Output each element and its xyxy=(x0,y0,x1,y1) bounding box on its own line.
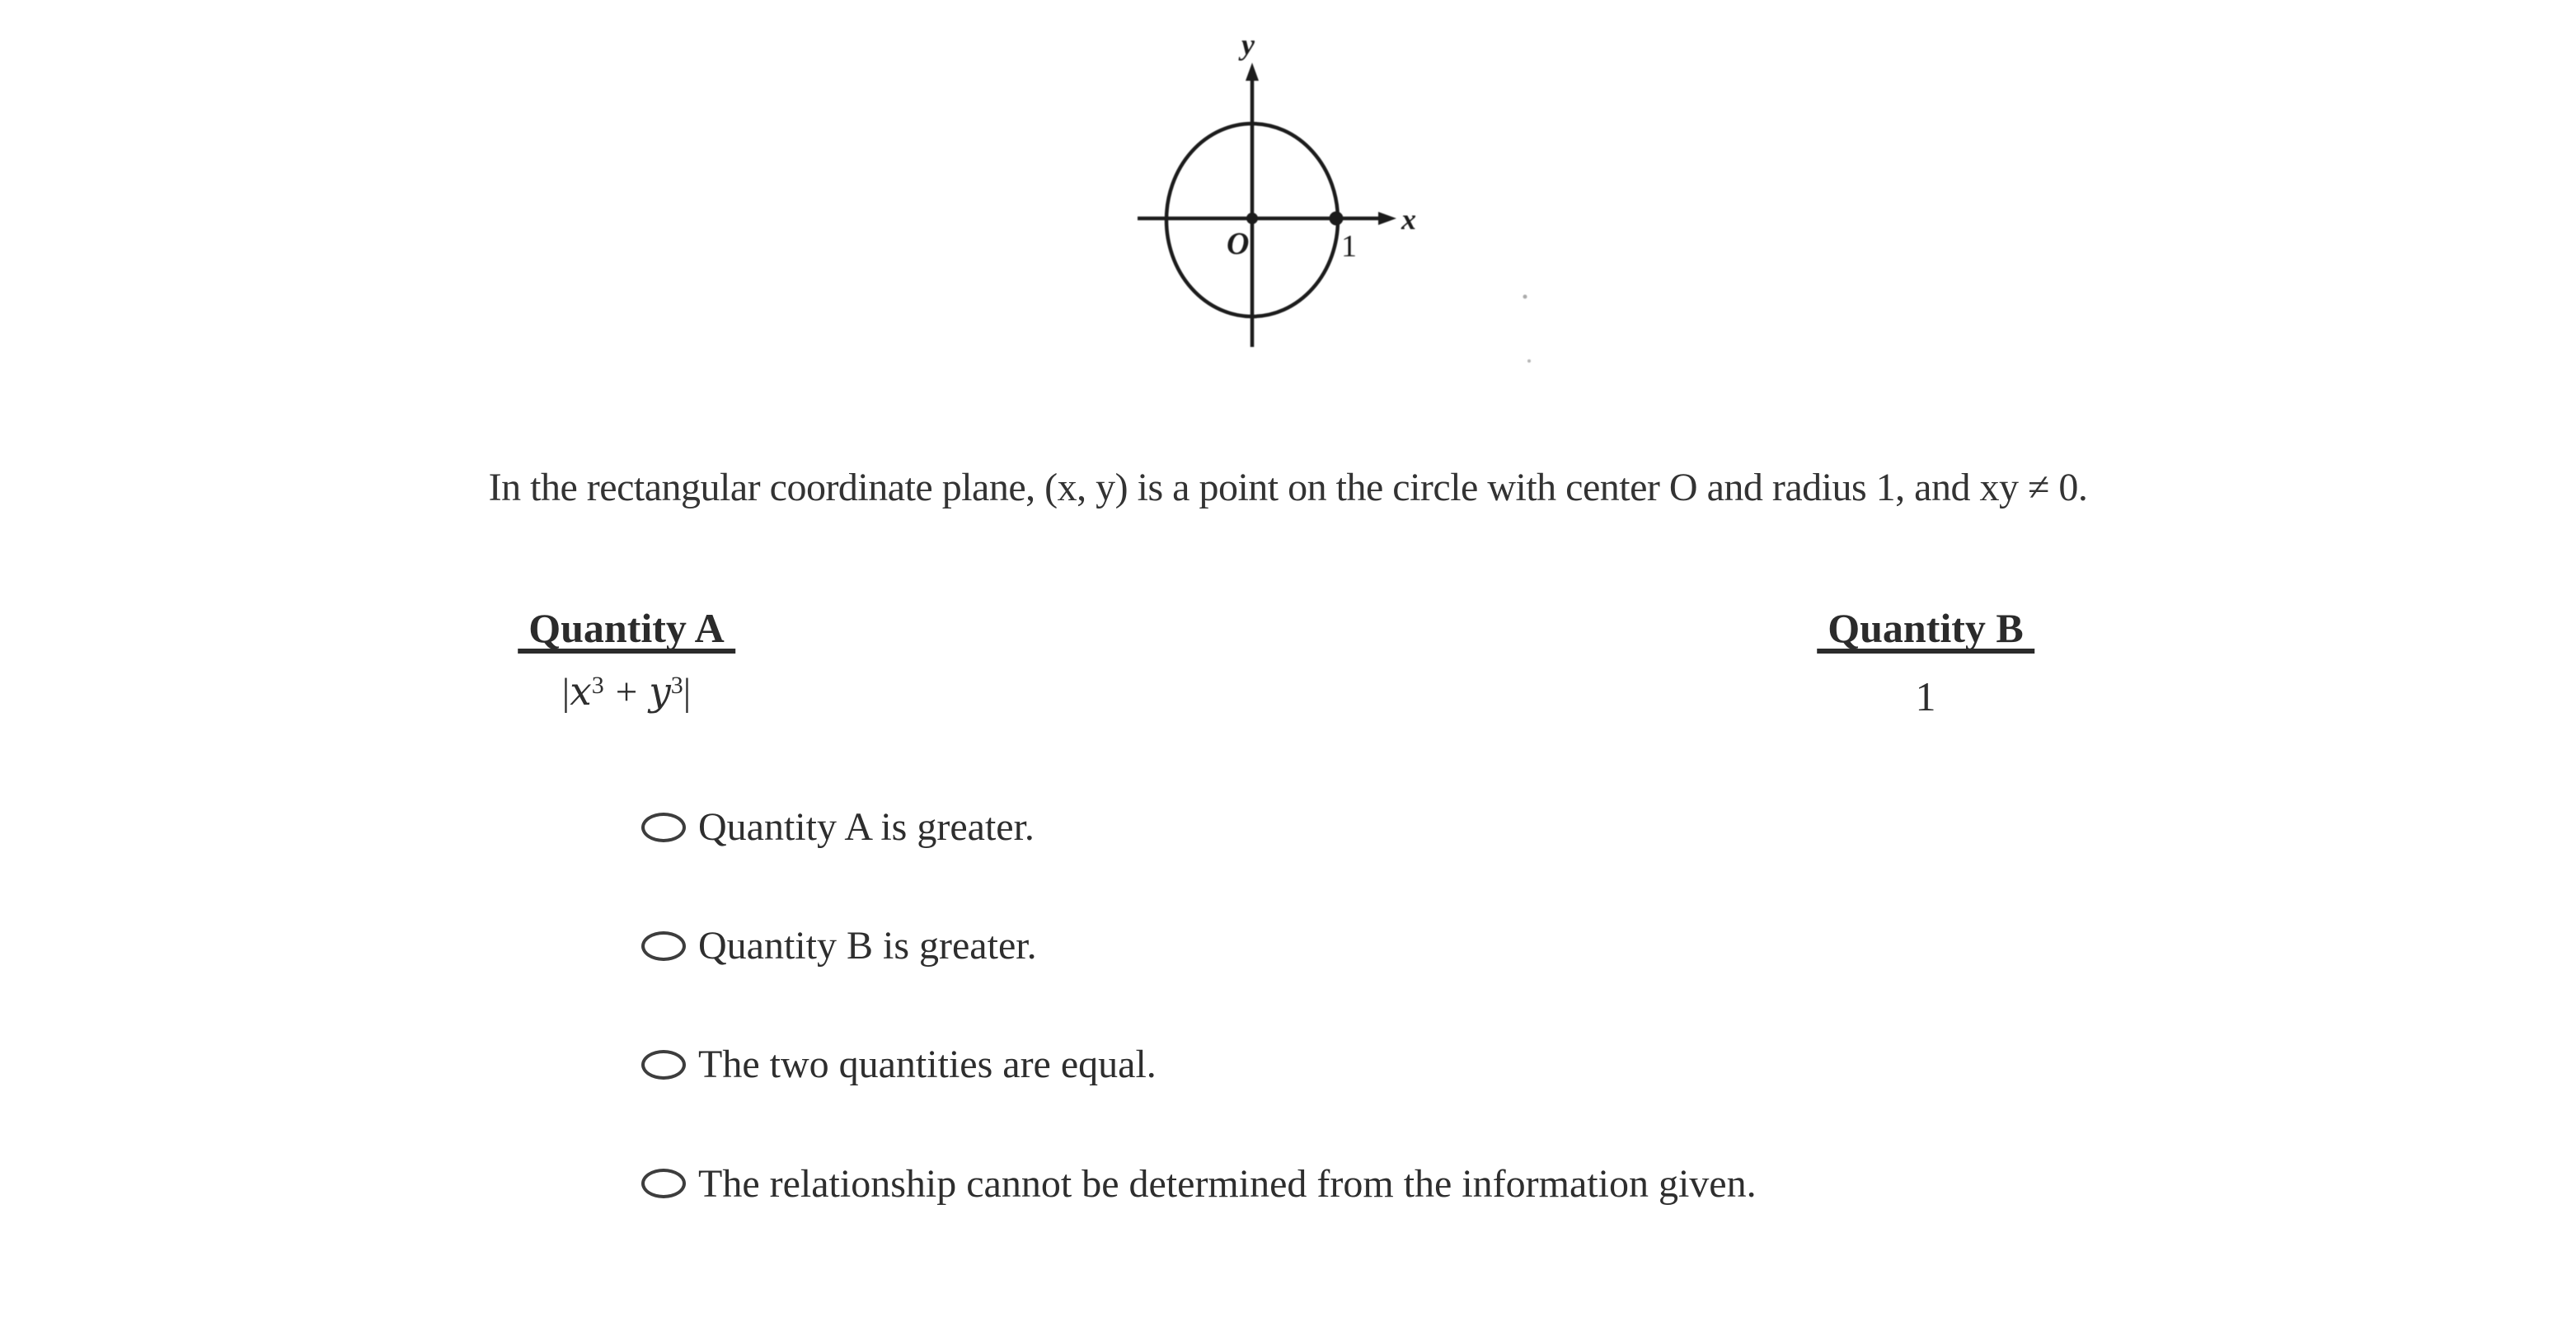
y-axis-label: y xyxy=(1241,28,1255,61)
figure-svg xyxy=(1096,15,1558,369)
option-d-label[interactable]: The relationship cannot be determined from the information given. xyxy=(698,1161,1757,1206)
answer-option-d[interactable] xyxy=(641,1161,1757,1207)
answer-option-a[interactable] xyxy=(641,804,1757,850)
var-x: x xyxy=(570,669,592,715)
unit-point-label: 1 xyxy=(1341,229,1357,264)
scan-speck xyxy=(1523,295,1527,299)
answer-option-b[interactable] xyxy=(641,923,1757,968)
exponent-3: 3 xyxy=(670,672,683,699)
quantity-a-heading: Quantity A xyxy=(518,607,735,654)
quantity-b-value: 1 xyxy=(1915,673,1936,719)
option-b-label[interactable]: Quantity B is greater. xyxy=(698,924,1037,968)
option-b-radio[interactable] xyxy=(641,931,686,961)
option-c-label[interactable]: The two quantities are equal. xyxy=(698,1043,1157,1087)
var-y: y xyxy=(649,669,671,715)
abs-close-bar: | xyxy=(683,671,692,714)
coordinate-plane-figure xyxy=(1096,15,1558,369)
quantity-b-column xyxy=(1817,607,2034,721)
origin-point xyxy=(1246,213,1258,224)
answer-options xyxy=(641,804,1757,1207)
y-axis-arrow-icon xyxy=(1246,63,1259,81)
question-text: In the rectangular coordinate plane, (x, y) is a point on the circle with center O and radius 1, and xy ≠ 0. xyxy=(488,466,2088,509)
x-axis-arrow-icon xyxy=(1378,212,1396,225)
quantity-a-value xyxy=(518,670,735,715)
answer-option-c[interactable] xyxy=(641,1042,1757,1087)
exponent-3: 3 xyxy=(591,672,604,699)
unit-point xyxy=(1330,212,1344,226)
abs-open-bar: | xyxy=(561,671,570,714)
option-a-label[interactable]: Quantity A is greater. xyxy=(698,805,1035,849)
option-d-radio[interactable] xyxy=(641,1169,686,1198)
option-c-radio[interactable] xyxy=(641,1050,686,1080)
quantity-a-column xyxy=(518,607,735,715)
option-a-radio[interactable] xyxy=(641,813,686,842)
x-axis-label: x xyxy=(1401,203,1416,236)
plus-operator: + xyxy=(615,671,638,714)
quantity-b-heading: Quantity B xyxy=(1817,607,2034,654)
origin-label: O xyxy=(1227,227,1250,261)
scan-speck xyxy=(1527,359,1531,363)
